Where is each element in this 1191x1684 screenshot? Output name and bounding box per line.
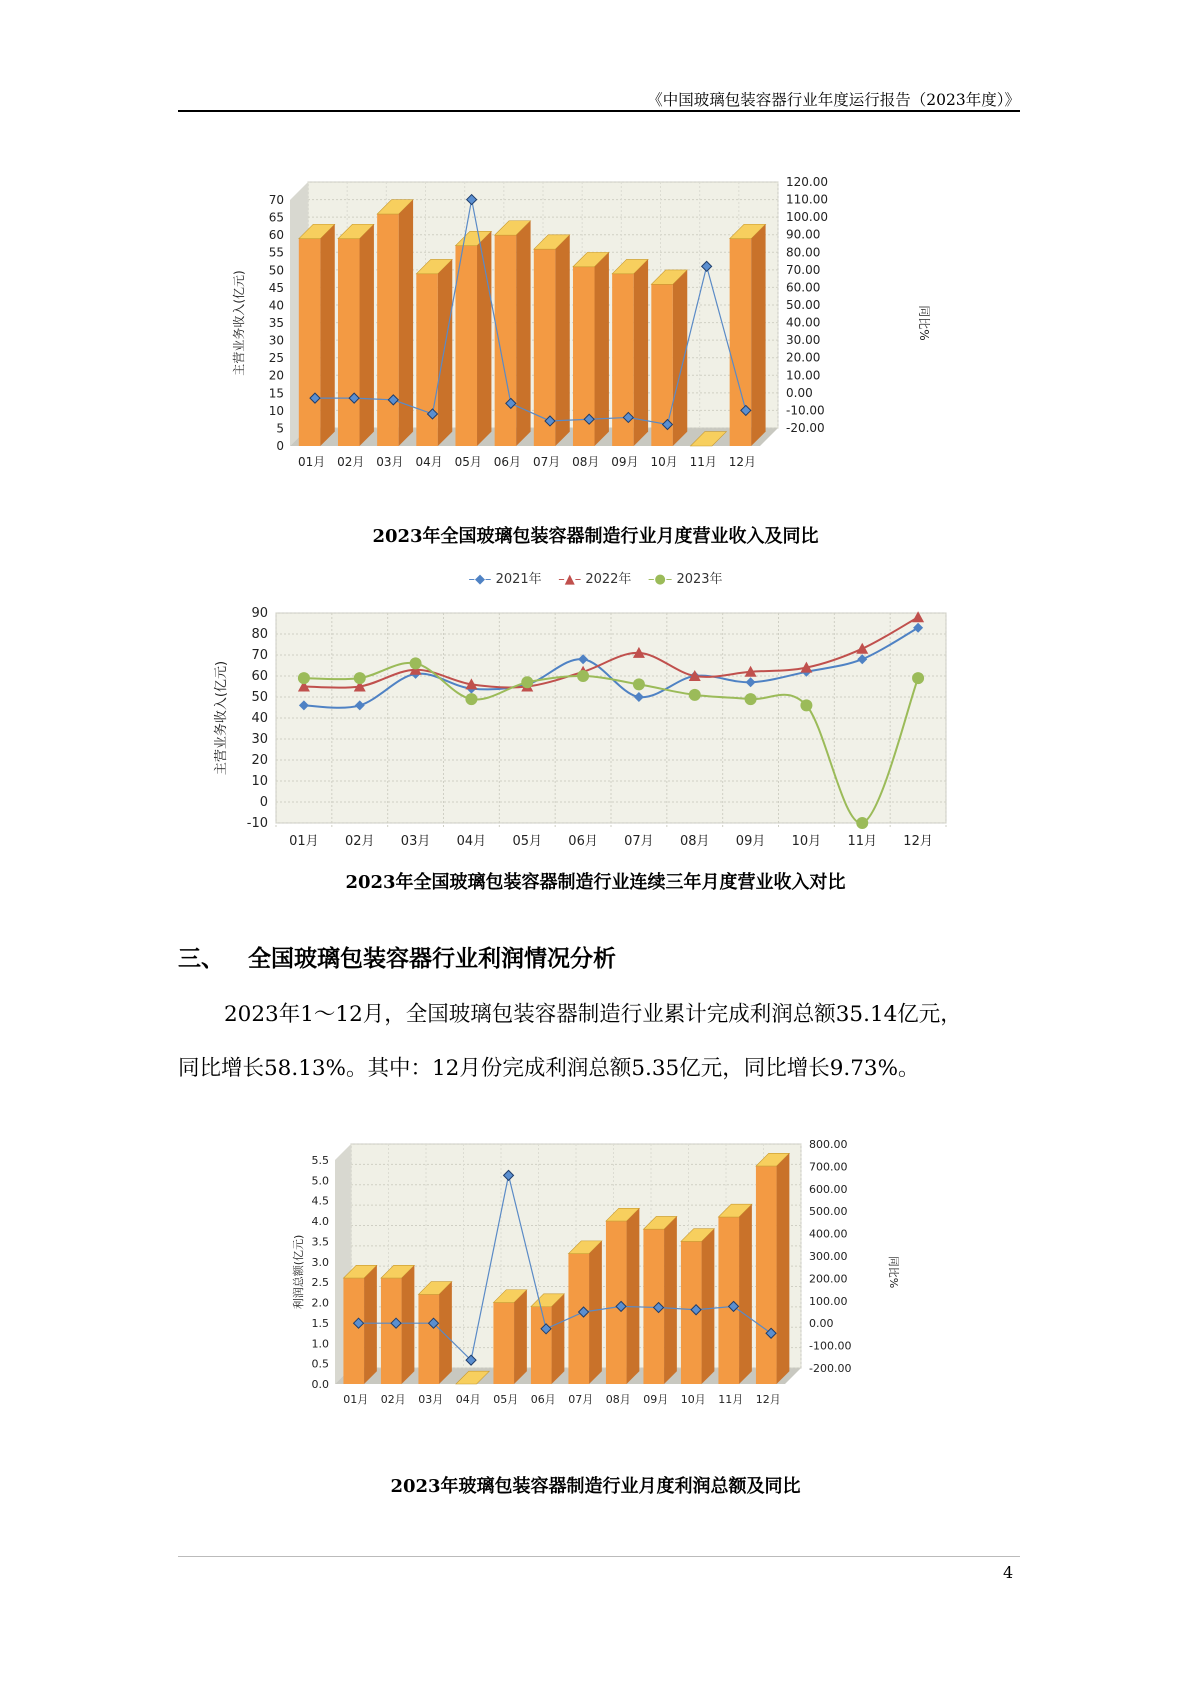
chart2-ytick: 60	[251, 669, 268, 684]
chart2-xtick: 09月	[735, 834, 766, 849]
chart3-bar	[343, 1278, 364, 1384]
chart1-y2tick: -20.00	[786, 421, 825, 435]
chart3-ytick: 2.0	[311, 1296, 329, 1310]
chart3-xtick: 03月	[418, 1393, 444, 1406]
chart3-bar-side	[439, 1282, 452, 1384]
chart3-ytick: 4.5	[311, 1194, 329, 1208]
chart2-xtick: 01月	[289, 834, 319, 849]
chart2-xtick: 02月	[344, 834, 375, 849]
legend-2021-label: 2021年	[495, 572, 542, 587]
legend-2023-label: 2023年	[676, 572, 723, 587]
section-number: 三、	[178, 945, 224, 972]
chart1-xtick: 12月	[728, 455, 757, 469]
caption-revenue-chart: 2023年全国玻璃包装容器制造行业月度营业收入及同比	[372, 526, 819, 547]
chart3-bar	[531, 1307, 552, 1384]
chart1-y2tick: 40.00	[786, 315, 821, 330]
chart3-ytick: 4.0	[311, 1215, 329, 1229]
chart3-xtick: 06月	[530, 1393, 556, 1406]
chart2-ytick: 50	[251, 690, 268, 705]
chart1-ytick: 65	[268, 210, 284, 225]
chart1-y2tick: 10.00	[786, 368, 821, 383]
chart3-bar-side	[589, 1241, 602, 1384]
chart2-xtick: 06月	[568, 834, 598, 849]
chart1-xtick: 09月	[611, 455, 639, 469]
chart1-xtick: 06月	[493, 455, 522, 469]
chart3-y2tick: 500.00	[809, 1205, 848, 1219]
legend-2021: –◆– 2021年	[468, 572, 542, 587]
chart1-ytick: 15	[268, 386, 284, 401]
chart3-xtick: 10月	[680, 1393, 706, 1406]
chart2-ytick: 40	[251, 711, 268, 726]
chart3-xtick: 07月	[568, 1393, 594, 1406]
chart3-xtick: 12月	[755, 1393, 781, 1406]
chart2-ytick: 30	[251, 732, 268, 747]
page-number: 4	[1003, 1563, 1014, 1582]
chart3-ytick: 1.0	[311, 1337, 329, 1351]
chart2-xtick: 12月	[903, 834, 933, 849]
chart1-y2tick: 90.00	[786, 227, 821, 242]
chart3-ytick: 1.5	[311, 1316, 329, 1330]
chart3-xtick: 08月	[605, 1393, 631, 1406]
chart1-ytick: 20	[268, 368, 284, 383]
chart3-y2tick: 800.00	[809, 1138, 848, 1151]
legend-2022: –▲– 2022年	[558, 572, 632, 587]
chart3-y2label: 同比%	[887, 1255, 900, 1289]
chart1-xtick: 08月	[572, 455, 600, 469]
chart3-bar	[606, 1221, 627, 1384]
chart3-y2tick: 100.00	[809, 1294, 848, 1308]
report-header: 《中国玻璃包装容器行业年度运行报告（2023年度）》	[647, 91, 1020, 109]
chart3-bar-side	[402, 1265, 415, 1384]
chart3-ytick: 0.5	[311, 1357, 329, 1371]
chart3-bar-side	[739, 1204, 752, 1384]
chart2-xtick: 07月	[624, 834, 654, 849]
chart3-bar-side	[702, 1229, 715, 1384]
chart3-bar-side	[364, 1265, 377, 1384]
chart1-ytick: 0	[276, 439, 284, 453]
chart3-ytick: 2.5	[311, 1276, 329, 1290]
chart2-ylabel: 主营业务收入(亿元)	[214, 660, 229, 776]
chart3-xtick: 09月	[643, 1393, 669, 1406]
chart1-xtick: 10月	[650, 455, 678, 469]
paragraph-line-1: 2023年1～12月，全国玻璃包装容器制造行业累计完成利润总额35.14亿元，	[224, 1002, 962, 1027]
section-title: 全国玻璃包装容器行业利润情况分析	[248, 945, 616, 972]
chart3-y2tick: -200.00	[809, 1362, 852, 1375]
chart1-ytick: 45	[268, 280, 284, 295]
chart3-y2tick: 700.00	[809, 1160, 848, 1174]
chart1-ytick: 70	[268, 193, 284, 207]
chart1-y2tick: 120.00	[786, 175, 828, 189]
chart1-ytick: 60	[268, 228, 284, 243]
chart1-xtick: 04月	[415, 455, 443, 469]
chart1-xtick: 11月	[689, 455, 717, 469]
chart1-ytick: 5	[276, 421, 284, 436]
chart3-bar-side	[777, 1153, 790, 1384]
chart3-ytick: 5.0	[311, 1174, 329, 1188]
chart1-y2tick: -10.00	[786, 403, 825, 418]
chart2-ytick: 70	[251, 648, 268, 663]
chart3-bar	[493, 1303, 514, 1384]
chart1-y2tick: 100.00	[786, 210, 828, 225]
chart2-ytick: 10	[251, 774, 268, 789]
chart3-bar-side	[664, 1216, 677, 1384]
chart2-xtick: 08月	[679, 834, 710, 849]
chart1-y2tick: 30.00	[786, 333, 821, 348]
chart2-xtick: 11月	[847, 834, 878, 849]
chart3-bar	[756, 1166, 777, 1384]
chart3-bar	[718, 1217, 739, 1384]
chart1-y2tick: 60.00	[786, 280, 821, 295]
chart1-ytick: 25	[268, 351, 284, 366]
chart1-xtick: 03月	[376, 455, 404, 469]
legend-2022-label: 2022年	[585, 572, 632, 587]
chart1-y2tick: 50.00	[786, 298, 821, 312]
chart3-xtick: 04月	[455, 1393, 481, 1406]
chart2-ytick: -10	[246, 816, 268, 831]
chart2-ytick: 0	[259, 795, 268, 810]
chart2-ytick: 90	[251, 606, 268, 621]
chart3-y2tick: 200.00	[809, 1272, 848, 1286]
chart1-y2tick: 70.00	[786, 262, 821, 277]
chart3-ytick: 3.0	[311, 1255, 329, 1269]
chart3-bar-side	[552, 1294, 565, 1384]
chart3-y2tick: 0.00	[809, 1317, 834, 1331]
chart1-ylabel: 主营业务收入(亿元)	[232, 270, 246, 376]
chart1-y2label: 同比%	[917, 305, 931, 341]
caption-three-year-chart: 2023年全国玻璃包装容器制造行业连续三年月度营业收入对比	[345, 872, 846, 893]
chart3-y2tick: 300.00	[809, 1250, 848, 1263]
chart1-xtick: 07月	[532, 455, 561, 469]
chart1-ytick: 50	[268, 263, 284, 278]
chart1-xtick: 05月	[454, 455, 482, 469]
chart3-bar	[418, 1294, 439, 1384]
chart1-y2tick: 0.00	[786, 385, 813, 400]
chart3-xtick: 01月	[343, 1393, 369, 1406]
chart1-xtick: 01月	[297, 455, 326, 469]
chart2-xtick: 03月	[400, 834, 431, 849]
chart3-ytick: 5.5	[311, 1154, 329, 1167]
chart3-ytick: 0.0	[311, 1378, 329, 1391]
chart1-y2tick: 20.00	[786, 350, 821, 365]
chart1-y2tick: 110.00	[786, 192, 828, 207]
chart3-bar-side	[514, 1290, 527, 1384]
chart2-ytick: 80	[251, 627, 268, 642]
chart1-ytick: 10	[268, 403, 284, 418]
chart3-ytick: 3.5	[311, 1235, 329, 1249]
chart2-xtick: 05月	[512, 834, 543, 849]
chart3-y2tick: 600.00	[809, 1182, 848, 1196]
chart1-ytick: 30	[268, 333, 284, 348]
chart2-xtick: 10月	[791, 834, 822, 849]
chart3-bar	[568, 1254, 589, 1384]
chart1-ytick: 55	[268, 245, 284, 260]
chart3-xtick: 05月	[493, 1393, 519, 1406]
caption-profit-chart: 2023年玻璃包装容器制造行业月度利润总额及同比	[390, 1476, 801, 1497]
chart1-xtick: 02月	[337, 455, 365, 469]
chart2-xtick: 04月	[456, 834, 487, 849]
legend-2023: –●– 2023年	[647, 572, 723, 587]
chart3-y2tick: 400.00	[809, 1227, 848, 1241]
chart3-bar	[381, 1278, 402, 1384]
paragraph-line-2: 同比增长58.13%。其中：12月份完成利润总额5.35亿元，同比增长9.73%。	[178, 1056, 920, 1081]
chart3-ylabel: 利润总额(亿元)	[292, 1234, 305, 1310]
chart1-ytick: 35	[268, 316, 284, 330]
chart3-y2tick: -100.00	[809, 1339, 852, 1353]
chart1-y2tick: 80.00	[786, 245, 821, 260]
chart2-ytick: 20	[251, 753, 268, 768]
chart3-xtick: 02月	[380, 1393, 406, 1406]
chart1-ytick: 40	[268, 298, 284, 313]
chart3-bar-side	[627, 1208, 640, 1384]
chart3-xtick: 11月	[718, 1393, 744, 1406]
footer-rule	[178, 1556, 1020, 1557]
